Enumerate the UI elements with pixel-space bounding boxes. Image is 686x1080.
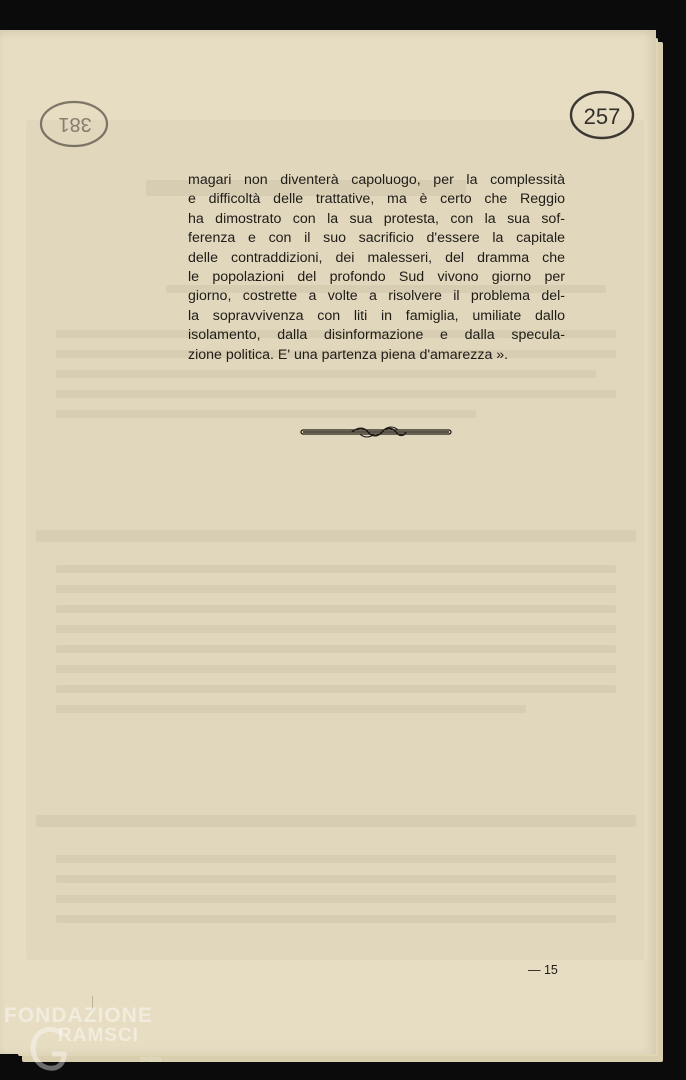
paragraph-line: le popolazioni del profondo Sud vivono giorno per bbox=[188, 269, 565, 286]
document-page bbox=[0, 30, 656, 1054]
paragraph-line: magari non diventerà capoluogo, per la complessità bbox=[188, 172, 565, 188]
paragraph-line: delle contraddizioni, dei malesseri, del dramma che bbox=[188, 249, 565, 266]
watermark-line2: RAMSCI bbox=[58, 1025, 139, 1046]
page-number: — 15 bbox=[528, 963, 558, 977]
fondazione-gramsci-watermark bbox=[4, 1004, 179, 1076]
archive-stamp-left bbox=[38, 98, 110, 150]
watermark-line1: FONDAZIONE bbox=[4, 1004, 153, 1027]
stamp-right-number: 257 bbox=[583, 104, 621, 129]
paragraph-line: giorno, costrette a volte a risolvere il problema del- bbox=[188, 288, 565, 305]
decorative-divider-ornament bbox=[300, 426, 452, 440]
paragraph-line: ha dimostrato con la sua protesta, con la sua sof- bbox=[188, 210, 565, 227]
paragraph-line: la sopravvivenza con liti in famiglia, umiliate dallo bbox=[188, 307, 565, 324]
paragraph-line: isolamento, dalla disinformazione e dalla specula- bbox=[188, 327, 565, 344]
paragraph-line: zione politica. E' una partenza piena d'amarezza ». bbox=[188, 346, 509, 363]
stamp-left-number: 381 bbox=[58, 113, 92, 135]
watermark-suffix: onlus bbox=[140, 1054, 162, 1064]
body-paragraph bbox=[188, 171, 565, 365]
archive-stamp-right bbox=[568, 88, 636, 142]
paragraph-line: e difficoltà delle trattative, ma è certo che Reggio bbox=[188, 191, 565, 208]
paragraph-line: ferenza e con il suo sacrificio d'essere la capitale bbox=[188, 230, 565, 247]
